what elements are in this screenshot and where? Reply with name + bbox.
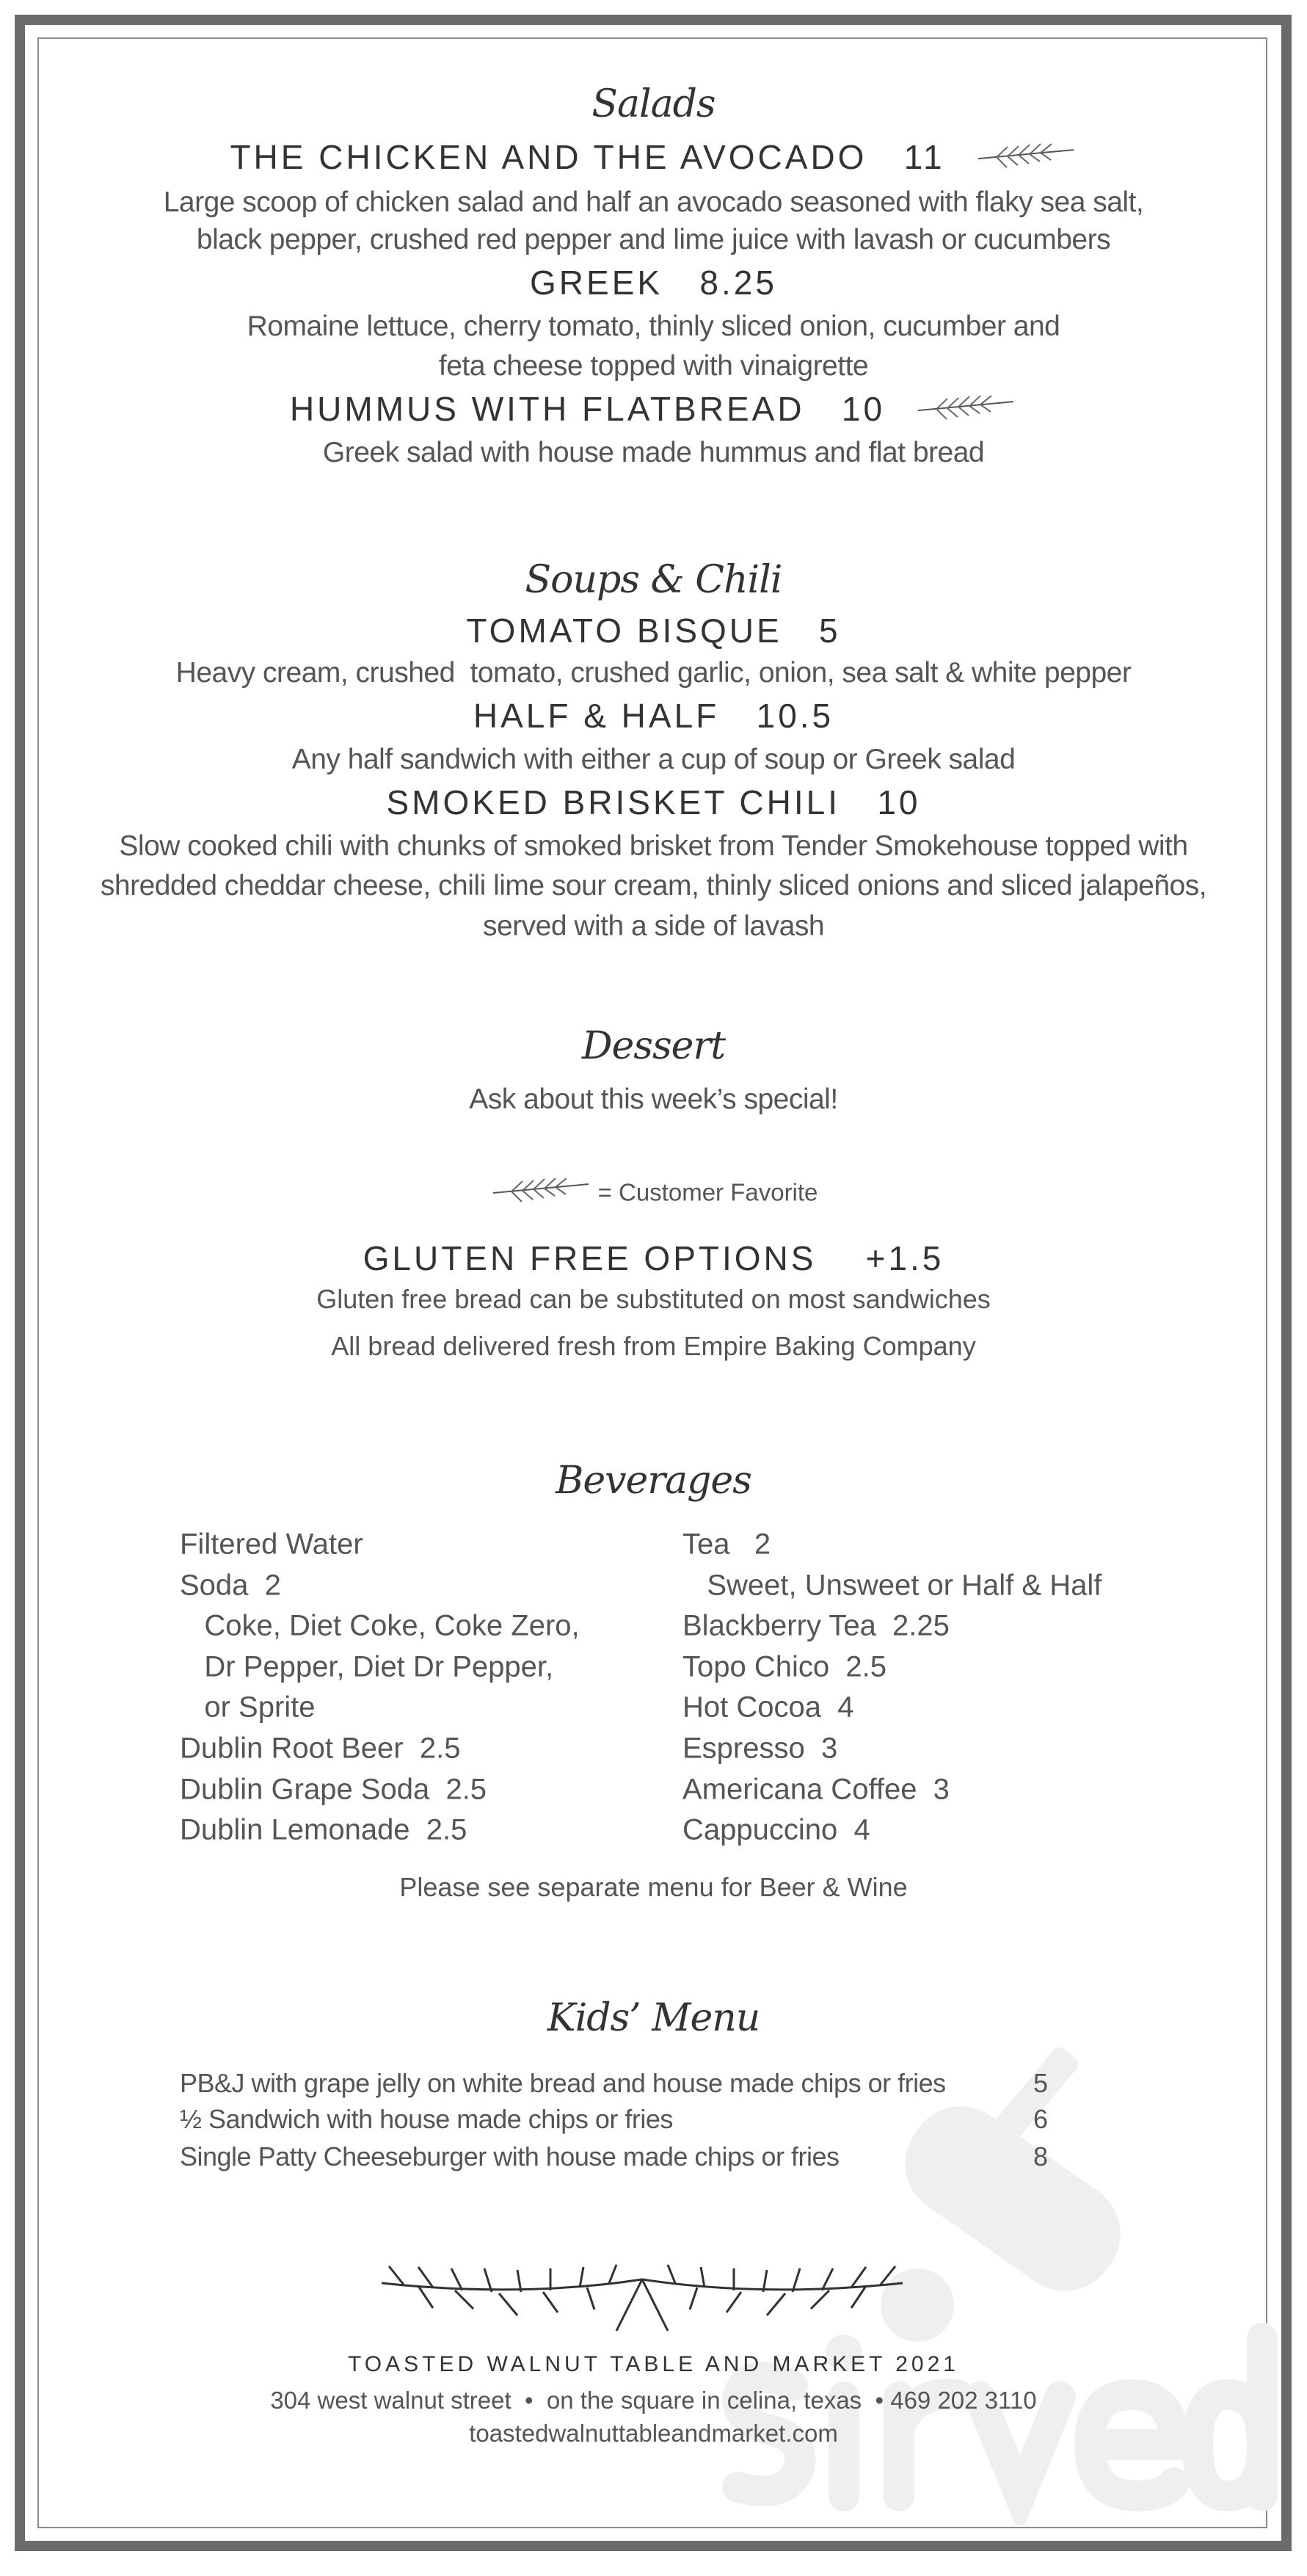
menu-item-description: Romaine lettuce, cherry tomato, thinly sliced onion, cucumber and (247, 311, 1060, 342)
gluten-free-text: All bread delivered fresh from Empire Baking Company (331, 1331, 976, 1361)
beverage-item: Dr Pepper, Diet Dr Pepper, (180, 1650, 554, 1683)
menu-item-description: Heavy cream, crushed tomato, crushed garlic, onion, sea salt & white pepper (175, 657, 1132, 689)
beverage-item: Cappuccino 4 (682, 1813, 870, 1846)
menu-item-description: Large scoop of chicken salad and half an avocado seasoned with flaky sea salt, (163, 186, 1144, 218)
legend-text: = Customer Favorite (597, 1178, 818, 1206)
kids-item-name: Single Patty Cheeseburger with house made chips or fries (180, 2141, 840, 2172)
restaurant-address: 304 west walnut street • on the square in celina, texas • 469 202 3110 (270, 2387, 1037, 2414)
menu-item-description: shredded cheddar cheese, chili lime sour cream, thinly sliced onions and sliced jalapeños, (100, 870, 1207, 901)
kids-item-name: PB&J with grape jelly on white bread and house made chips or fries (180, 2068, 946, 2098)
gluten-free-text: Gluten free bread can be substituted on most sandwiches (316, 1284, 991, 1314)
section-title-dessert: Dessert (581, 1024, 726, 1068)
menu-item-heading: HALF & HALF 10.5 (473, 697, 834, 735)
kids-item-price: 8 (1033, 2141, 1048, 2172)
menu-item-heading: TOMATO BISQUE 5 (466, 612, 841, 650)
customer-favorite-sprig-icon (914, 392, 1017, 432)
beverage-item: or Sprite (180, 1691, 316, 1724)
beverage-item: Blackberry Tea 2.25 (682, 1609, 950, 1642)
sirved-watermark-logo-icon (705, 2312, 1292, 2525)
menu-item-description: Any half sandwich with either a cup of soup or Greek salad (291, 744, 1016, 775)
menu-item-heading: SMOKED BRISKET CHILI 10 (386, 783, 921, 821)
beverage-item: Dublin Grape Soda 2.5 (180, 1773, 487, 1806)
beverage-note: Please see separate menu for Beer & Wine (399, 1872, 908, 1902)
menu-item-heading (0, 137, 1307, 180)
beverage-item: Hot Cocoa 4 (682, 1691, 854, 1724)
beverage-item: Filtered Water (180, 1528, 363, 1561)
beverage-item: Topo Chico 2.5 (682, 1650, 886, 1683)
section-title-soups: Soups & Chili (525, 558, 782, 602)
favorite-legend (0, 1177, 1307, 1212)
beverage-item: Soda 2 (180, 1569, 281, 1602)
beverage-item: Sweet, Unsweet or Half & Half (682, 1569, 1102, 1602)
customer-favorite-sprig-icon (489, 1177, 592, 1212)
restaurant-name: TOASTED WALNUT TABLE AND MARKET 2021 (348, 2352, 959, 2376)
gluten-free-heading: GLUTEN FREE OPTIONS +1.5 (363, 1239, 944, 1277)
section-title-beverages: Beverages (556, 1459, 751, 1503)
menu-item-heading (0, 389, 1307, 432)
restaurant-website[interactable]: toastedwalnuttableandmarket.com (469, 2420, 838, 2447)
dessert-text: Ask about this week’s special! (469, 1084, 838, 1115)
menu-item-description: served with a side of lavash (482, 910, 825, 942)
menu-item-description: black pepper, crushed red pepper and lime juice with lavash or cucumbers (196, 224, 1111, 255)
section-title-kids: Kids’ Menu (547, 1996, 760, 2040)
menu-item-description: Slow cooked chili with chunks of smoked brisket from Tender Smokehouse topped with (119, 830, 1188, 862)
customer-favorite-sprig-icon (975, 140, 1077, 180)
menu-item-description: feta cheese topped with vinaigrette (438, 350, 869, 382)
item-heading-text: THE CHICKEN AND THE AVOCADO 11 (230, 138, 945, 177)
beverage-item: Dublin Lemonade 2.5 (180, 1813, 467, 1846)
beverage-item: Coke, Diet Coke, Coke Zero, (180, 1609, 580, 1642)
beverage-item: Americana Coffee 3 (682, 1773, 950, 1806)
kids-item-name: ½ Sandwich with house made chips or fries (180, 2104, 673, 2134)
item-heading-text: HUMMUS WITH FLATBREAD 10 (289, 390, 886, 429)
menu-item-heading: GREEK 8.25 (530, 264, 777, 302)
beverage-item: Espresso 3 (682, 1732, 838, 1765)
kids-item-price: 6 (1033, 2104, 1048, 2134)
beverage-item: Dublin Root Beer 2.5 (180, 1732, 461, 1765)
menu-item-description: Greek salad with house made hummus and flat bread (322, 437, 985, 468)
kids-item-price: 5 (1033, 2068, 1048, 2098)
beverage-item: Tea 2 (682, 1528, 771, 1561)
garland-decoration-icon (374, 2261, 910, 2334)
section-title-salads: Salads (591, 82, 716, 126)
